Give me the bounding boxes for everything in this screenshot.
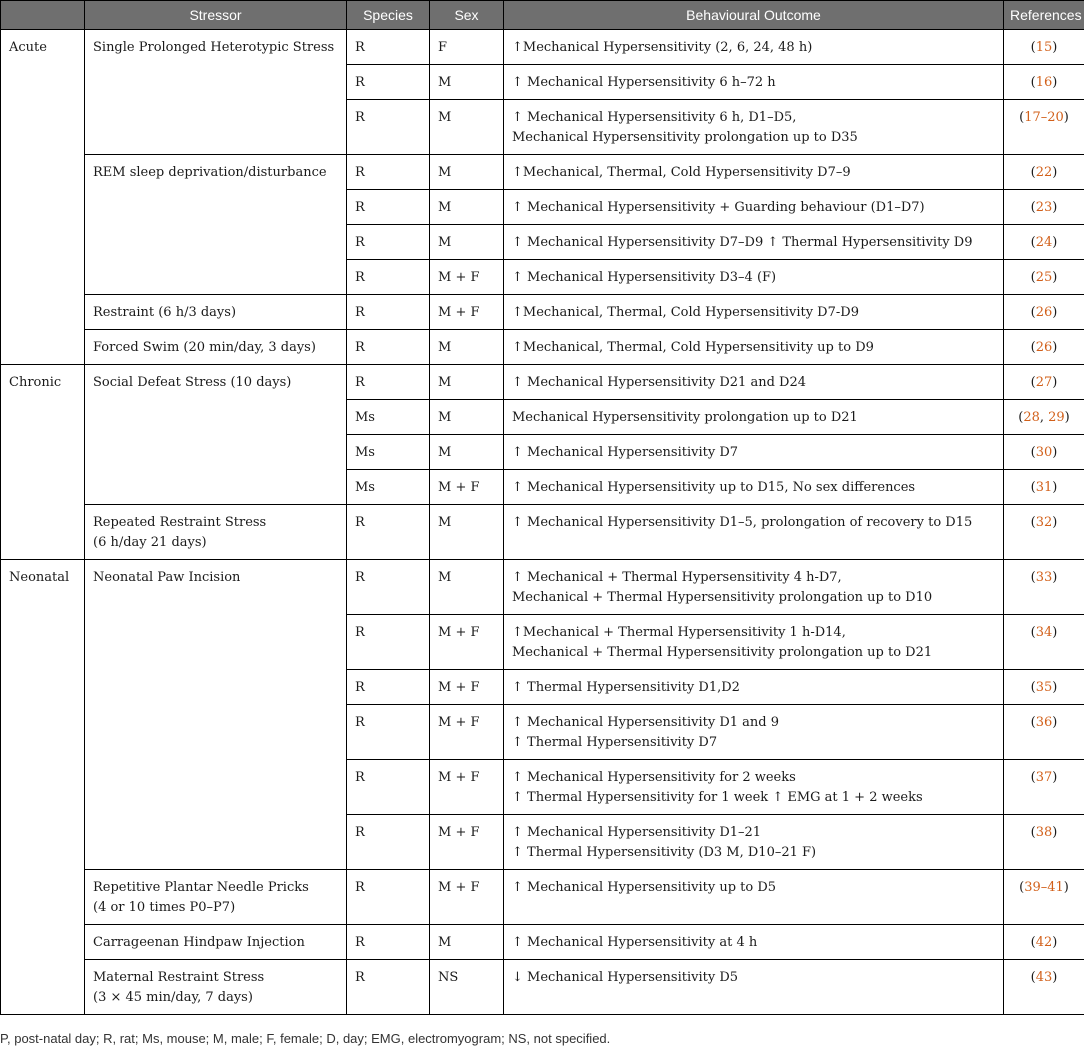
reference-link[interactable]: 17–20 — [1024, 110, 1064, 125]
reference-cell: (38) — [1004, 815, 1084, 870]
reference-cell: (33) — [1004, 560, 1084, 615]
header-sex: Sex — [430, 1, 504, 30]
sex-cell: M + F — [430, 670, 504, 705]
sex-cell: M — [430, 560, 504, 615]
stressor-paw-incision: Neonatal Paw Incision — [85, 560, 347, 870]
reference-cell: (24) — [1004, 225, 1084, 260]
outcome-cell — [504, 435, 1004, 470]
stressor-needle-pricks — [85, 870, 347, 925]
table-row — [1, 295, 1084, 330]
reference-link[interactable]: 24 — [1035, 235, 1053, 250]
reference-link[interactable]: 33 — [1035, 570, 1053, 585]
reference-link[interactable]: 42 — [1035, 935, 1053, 950]
outcome-line: Mechanical + Thermal Hypersensitivity prolongation up to D10 — [512, 590, 933, 605]
sex-cell: F — [430, 30, 504, 65]
outcome-cell — [504, 260, 1004, 295]
outcome-line: Mechanical Hypersensitivity prolongation up to D35 — [512, 130, 858, 145]
reference-cell: (16) — [1004, 65, 1084, 100]
stressor-maternal-restraint — [85, 960, 347, 1015]
sex-cell: M — [430, 505, 504, 560]
reference-link[interactable]: 27 — [1035, 375, 1053, 390]
reference-cell: (34) — [1004, 615, 1084, 670]
species-cell: R — [347, 155, 430, 190]
species-cell: R — [347, 260, 430, 295]
reference-link[interactable]: 22 — [1035, 165, 1053, 180]
outcome-line: ↑ Mechanical Hypersensitivity D1–5, prolongation of recovery to D15 — [512, 515, 973, 530]
stressor-line: Repetitive Plantar Needle Pricks — [93, 880, 309, 895]
reference-link[interactable]: 16 — [1035, 75, 1053, 90]
stressor-line: Maternal Restraint Stress — [93, 970, 265, 985]
reference-link[interactable]: 34 — [1035, 625, 1053, 640]
stressor-sphs: Single Prolonged Heterotypic Stress — [85, 30, 347, 155]
reference-cell: (37) — [1004, 760, 1084, 815]
reference-link[interactable]: 26 — [1035, 305, 1053, 320]
outcome-line: ↑Mechanical, Thermal, Cold Hypersensitivity up to D9 — [512, 340, 874, 355]
table-row — [1, 30, 1084, 65]
outcome-line: ↑ Thermal Hypersensitivity D1,D2 — [512, 680, 740, 695]
outcome-line: ↑ Mechanical Hypersensitivity + Guarding behaviour (D1–D7) — [512, 200, 925, 215]
species-cell: R — [347, 330, 430, 365]
stressor-line: (6 h/day 21 days) — [93, 535, 207, 550]
outcome-line: ↑ Mechanical Hypersensitivity for 2 weeks — [512, 770, 796, 785]
species-cell: R — [347, 670, 430, 705]
sex-cell: M + F — [430, 260, 504, 295]
table-footnote: P, post-natal day; R, rat; Ms, mouse; M, male; F, female; D, day; EMG, electromyogram; NS, not specified. — [0, 1031, 611, 1046]
reference-cell: (35) — [1004, 670, 1084, 705]
outcome-line: ↑ Thermal Hypersensitivity D7 — [512, 735, 718, 750]
reference-link[interactable]: 32 — [1035, 515, 1053, 530]
sex-cell: M — [430, 225, 504, 260]
outcome-cell — [504, 505, 1004, 560]
outcome-line: ↑ Thermal Hypersensitivity (D3 M, D10–21 F) — [512, 845, 817, 860]
outcome-cell — [504, 330, 1004, 365]
outcome-cell — [504, 560, 1004, 615]
sex-cell: M + F — [430, 870, 504, 925]
category-neonatal: Neonatal — [1, 560, 85, 1015]
outcome-cell — [504, 400, 1004, 435]
sex-cell: M — [430, 365, 504, 400]
table-row — [1, 365, 1084, 400]
reference-cell: (22) — [1004, 155, 1084, 190]
stressor-line: Repeated Restraint Stress — [93, 515, 267, 530]
outcome-line: ↓ Mechanical Hypersensitivity D5 — [512, 970, 739, 985]
sex-cell: M — [430, 330, 504, 365]
species-cell: R — [347, 560, 430, 615]
outcome-line: Mechanical Hypersensitivity prolongation up to D21 — [512, 410, 858, 425]
outcome-cell — [504, 65, 1004, 100]
species-cell: R — [347, 815, 430, 870]
table-row — [1, 155, 1084, 190]
reference-cell: (26) — [1004, 295, 1084, 330]
sex-cell: M + F — [430, 295, 504, 330]
sex-cell: M — [430, 925, 504, 960]
reference-cell: (43) — [1004, 960, 1084, 1015]
species-cell: R — [347, 365, 430, 400]
outcome-line: ↑ Mechanical Hypersensitivity up to D15, No sex differences — [512, 480, 916, 495]
outcome-cell — [504, 30, 1004, 65]
reference-cell: (42) — [1004, 925, 1084, 960]
reference-cell: (36) — [1004, 705, 1084, 760]
outcome-cell — [504, 925, 1004, 960]
sex-cell: M + F — [430, 705, 504, 760]
outcome-cell — [504, 190, 1004, 225]
outcome-cell — [504, 870, 1004, 925]
species-cell: R — [347, 870, 430, 925]
header-species: Species — [347, 1, 430, 30]
outcome-cell — [504, 760, 1004, 815]
outcome-cell — [504, 615, 1004, 670]
reference-cell: (26) — [1004, 330, 1084, 365]
outcome-line: ↑ Mechanical Hypersensitivity 6 h–72 h — [512, 75, 776, 90]
species-cell: R — [347, 760, 430, 815]
outcome-line: ↑ Mechanical Hypersensitivity D3–4 (F) — [512, 270, 777, 285]
reference-link[interactable]: 38 — [1035, 825, 1053, 840]
outcome-cell — [504, 670, 1004, 705]
outcome-cell — [504, 960, 1004, 1015]
sex-cell: M — [430, 400, 504, 435]
outcome-cell — [504, 815, 1004, 870]
reference-cell: (30) — [1004, 435, 1084, 470]
stressor-forced-swim: Forced Swim (20 min/day, 3 days) — [85, 330, 347, 365]
header-references: References — [1004, 1, 1084, 30]
outcome-cell — [504, 155, 1004, 190]
stressor-line: (4 or 10 times P0–P7) — [93, 900, 236, 915]
outcome-cell — [504, 705, 1004, 760]
outcome-line: ↑ Mechanical Hypersensitivity D1 and 9 — [512, 715, 780, 730]
outcome-line: ↑Mechanical Hypersensitivity (2, 6, 24, 48 h) — [512, 40, 813, 55]
outcome-cell — [504, 100, 1004, 155]
sex-cell: M — [430, 435, 504, 470]
table-row — [1, 870, 1084, 925]
species-cell: R — [347, 30, 430, 65]
species-cell: R — [347, 100, 430, 155]
outcome-line: ↑ Mechanical Hypersensitivity D1–21 — [512, 825, 762, 840]
stressor-restraint: Restraint (6 h/3 days) — [85, 295, 347, 330]
species-cell: R — [347, 705, 430, 760]
reference-link[interactable]: 28 — [1023, 410, 1040, 425]
reference-cell: (17–20) — [1004, 100, 1084, 155]
stressor-repeated-restraint — [85, 505, 347, 560]
table-row — [1, 330, 1084, 365]
sex-cell: M + F — [430, 815, 504, 870]
reference-link[interactable]: 30 — [1035, 445, 1053, 460]
reference-cell: (23) — [1004, 190, 1084, 225]
species-cell: R — [347, 505, 430, 560]
outcome-line: ↑ Mechanical + Thermal Hypersensitivity 4 h-D7, — [512, 570, 842, 585]
reference-link[interactable]: 25 — [1035, 270, 1053, 285]
table-row — [1, 505, 1084, 560]
reference-link[interactable]: 35 — [1035, 680, 1053, 695]
reference-cell: (31) — [1004, 470, 1084, 505]
reference-link[interactable]: 26 — [1035, 340, 1053, 355]
reference-link[interactable]: 31 — [1035, 480, 1053, 495]
outcome-line: ↑ Mechanical Hypersensitivity up to D5 — [512, 880, 777, 895]
reference-link[interactable]: 43 — [1035, 970, 1053, 985]
species-cell: R — [347, 190, 430, 225]
reference-link[interactable]: 36 — [1035, 715, 1053, 730]
species-cell: Ms — [347, 470, 430, 505]
header-category — [1, 1, 85, 30]
stressor-carrageenan: Carrageenan Hindpaw Injection — [85, 925, 347, 960]
species-cell: R — [347, 615, 430, 670]
outcome-line: ↑Mechanical, Thermal, Cold Hypersensitivity D7–9 — [512, 165, 851, 180]
species-cell: Ms — [347, 400, 430, 435]
reference-link[interactable]: 39–41 — [1024, 880, 1064, 895]
reference-cell: (32) — [1004, 505, 1084, 560]
species-cell: R — [347, 225, 430, 260]
outcome-line: ↑ Mechanical Hypersensitivity at 4 h — [512, 935, 758, 950]
outcome-cell — [504, 225, 1004, 260]
sex-cell: M + F — [430, 615, 504, 670]
sex-cell: M — [430, 155, 504, 190]
outcome-line: ↑Mechanical + Thermal Hypersensitivity 1 h-D14, — [512, 625, 846, 640]
outcome-line: ↑Mechanical, Thermal, Cold Hypersensitivity D7-D9 — [512, 305, 859, 320]
reference-link[interactable]: 37 — [1035, 770, 1053, 785]
table-row — [1, 925, 1084, 960]
stressor-social-defeat: Social Defeat Stress (10 days) — [85, 365, 347, 505]
stressor-line: (3 × 45 min/day, 7 days) — [93, 990, 253, 1005]
species-cell: R — [347, 925, 430, 960]
category-acute: Acute — [1, 30, 85, 365]
species-cell: R — [347, 65, 430, 100]
species-cell: R — [347, 295, 430, 330]
outcome-line: ↑ Mechanical Hypersensitivity D21 and D24 — [512, 375, 806, 390]
outcome-cell — [504, 365, 1004, 400]
species-cell: Ms — [347, 435, 430, 470]
reference-link[interactable]: 15 — [1035, 40, 1053, 55]
reference-link[interactable]: 23 — [1035, 200, 1053, 215]
sex-cell: M + F — [430, 760, 504, 815]
sex-cell: M + F — [430, 470, 504, 505]
header-outcome: Behavioural Outcome — [504, 1, 1004, 30]
outcome-line: ↑ Mechanical Hypersensitivity 6 h, D1–D5, — [512, 110, 797, 125]
table-row — [1, 560, 1084, 615]
outcome-line: ↑ Mechanical Hypersensitivity D7–D9 ↑ Thermal Hypersensitivity D9 — [512, 235, 973, 250]
outcome-line: ↑ Thermal Hypersensitivity for 1 week ↑ EMG at 1 + 2 weeks — [512, 790, 923, 805]
stressor-rem: REM sleep deprivation/disturbance — [85, 155, 347, 295]
header-stressor: Stressor — [85, 1, 347, 30]
header-row — [1, 1, 1084, 30]
outcome-cell — [504, 470, 1004, 505]
reference-cell: (25) — [1004, 260, 1084, 295]
reference-cell: (15) — [1004, 30, 1084, 65]
reference-cell: (39–41) — [1004, 870, 1084, 925]
outcome-cell — [504, 295, 1004, 330]
reference-cell: (27) — [1004, 365, 1084, 400]
species-cell: R — [347, 960, 430, 1015]
sex-cell: NS — [430, 960, 504, 1015]
sex-cell: M — [430, 100, 504, 155]
outcome-line: Mechanical + Thermal Hypersensitivity prolongation up to D21 — [512, 645, 933, 660]
reference-link[interactable]: 29 — [1048, 410, 1065, 425]
outcome-line: ↑ Mechanical Hypersensitivity D7 — [512, 445, 739, 460]
reference-cell: (28, 29) — [1004, 400, 1084, 435]
sex-cell: M — [430, 65, 504, 100]
table-row — [1, 960, 1084, 1015]
category-chronic: Chronic — [1, 365, 85, 560]
sex-cell: M — [430, 190, 504, 225]
